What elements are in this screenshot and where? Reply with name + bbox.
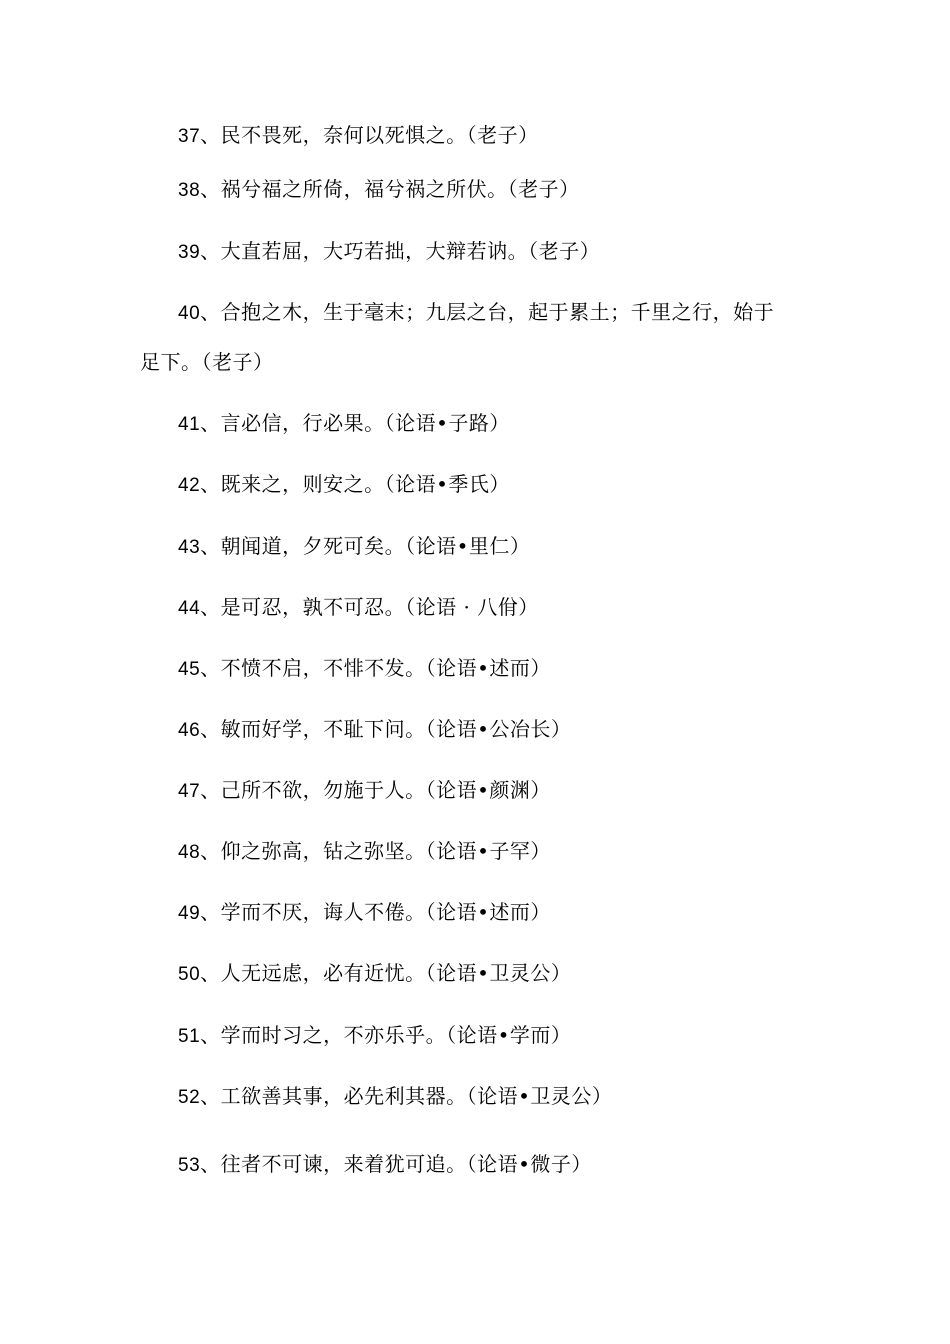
- quote-number: 50: [178, 964, 201, 985]
- quote-text: 、不愤不启，不悱不发。（论语•述而）: [200, 656, 551, 680]
- quote-text: 、合抱之木，生于毫末；九层之台，起于累土；千里之行，始于: [200, 300, 775, 324]
- quote-text: 、言必信，行必果。（论语•子路）: [200, 411, 510, 435]
- quote-line-40-continuation: [140, 348, 274, 376]
- quote-line-46: [178, 715, 571, 745]
- quote-line-43: [178, 532, 530, 562]
- quote-line-51: [178, 1021, 571, 1051]
- quote-number: 41: [178, 414, 201, 435]
- quote-number: 40: [178, 303, 201, 324]
- quote-text: 、人无远虑，必有近忧。（论语•卫灵公）: [200, 961, 572, 985]
- quote-text: 、学而不厌，诲人不倦。（论语•述而）: [200, 900, 551, 924]
- quote-line-48: [178, 837, 551, 867]
- quote-line-47: [178, 776, 551, 806]
- quote-text: 、是可忍，孰不可忍。（论语 · 八佾）: [200, 595, 539, 619]
- quote-line-40: [178, 298, 774, 328]
- quote-number: 53: [178, 1155, 201, 1176]
- quote-number: 51: [178, 1026, 201, 1047]
- quote-line-38: [178, 175, 580, 205]
- quote-text: 、祸兮福之所倚，福兮祸之所伏。（老子）: [200, 177, 580, 201]
- quote-line-42: [178, 470, 510, 500]
- quote-line-53: [178, 1150, 592, 1180]
- quote-line-50: [178, 959, 571, 989]
- quote-number: 45: [178, 659, 201, 680]
- quote-text: 、既来之，则安之。（论语•季氏）: [200, 472, 510, 496]
- quote-text-continuation: 足下。（老子）: [140, 350, 274, 374]
- quote-line-44: [178, 593, 539, 623]
- quote-number: 47: [178, 781, 201, 802]
- quote-text: 、学而时习之，不亦乐乎。（论语•学而）: [200, 1023, 572, 1047]
- quote-text: 、仰之弥高，钻之弥坚。（论语•子罕）: [200, 839, 551, 863]
- quote-text: 、敏而好学，不耻下问。（论语•公冶长）: [200, 717, 572, 741]
- quote-line-39: [178, 237, 600, 267]
- quote-line-41: [178, 409, 510, 439]
- quote-number: 39: [178, 242, 201, 263]
- quote-text: 、民不畏死，奈何以死惧之。（老子）: [200, 123, 539, 147]
- quote-number: 48: [178, 842, 201, 863]
- quote-line-52: [178, 1082, 612, 1112]
- quote-number: 46: [178, 720, 201, 741]
- quote-number: 37: [178, 126, 201, 147]
- quote-text: 、大直若屈，大巧若拙，大辩若讷。（老子）: [200, 239, 601, 263]
- quote-text: 、工欲善其事，必先利其器。（论语•卫灵公）: [200, 1084, 613, 1108]
- quote-number: 42: [178, 475, 201, 496]
- quote-text: 、往者不可谏，来着犹可追。（论语•微子）: [200, 1152, 592, 1176]
- quote-line-49: [178, 898, 551, 928]
- quote-number: 44: [178, 598, 201, 619]
- quote-text: 、朝闻道，夕死可矣。（论语•里仁）: [200, 534, 531, 558]
- quote-number: 43: [178, 537, 201, 558]
- quote-number: 52: [178, 1087, 201, 1108]
- quote-line-45: [178, 654, 551, 684]
- quote-number: 49: [178, 903, 201, 924]
- quote-number: 38: [178, 180, 201, 201]
- quote-text: 、己所不欲，勿施于人。（论语•颜渊）: [200, 778, 551, 802]
- quote-line-37: [178, 121, 539, 151]
